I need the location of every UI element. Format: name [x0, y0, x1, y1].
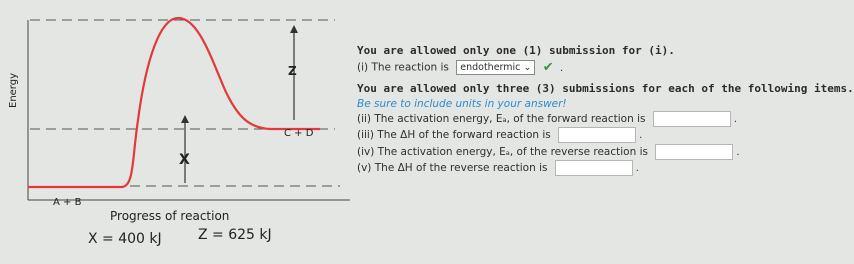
three-submissions-note: You are allowed only three (3) submissions for each of the following items.	[357, 82, 854, 95]
question-2: (ii) The activation energy, Eₐ, of the forward reaction is .	[357, 113, 737, 125]
reaction-curve	[28, 18, 320, 187]
z-label: Z	[288, 64, 297, 78]
question-5: (v) The ΔH of the reverse reaction is .	[357, 162, 639, 174]
question-2-text: (ii) The activation energy, Eₐ, of the forward reaction is	[357, 113, 646, 125]
question-3: (iii) The ΔH of the forward reaction is .	[357, 129, 643, 141]
products-label: C + D	[284, 128, 314, 139]
energy-axis-label: Energy	[8, 72, 19, 108]
question-3-text: (iii) The ΔH of the forward reaction is	[357, 129, 551, 141]
reaction-type-selected: endothermic	[460, 62, 521, 73]
question-5-text: (v) The ΔH of the reverse reaction is	[357, 162, 548, 174]
reactants-label: A + B	[53, 197, 82, 208]
forward-activation-energy-input[interactable]	[653, 111, 731, 127]
question-4-text: (iv) The activation energy, Eₐ, of the reverse reaction is	[357, 146, 648, 158]
energy-diagram	[0, 0, 350, 264]
reaction-type-select[interactable]	[456, 60, 535, 75]
x-label: X	[179, 152, 190, 168]
units-note: Be sure to include units in your answer!	[357, 98, 567, 110]
x-value-text: X = 400 kJ	[88, 231, 162, 247]
checkmark-icon: ✔	[542, 60, 554, 75]
question-1-text: (i) The reaction is	[357, 61, 449, 74]
reverse-delta-h-input[interactable]	[555, 160, 633, 176]
question-1: (i) The reaction is endothermic ⌄ ✔ .	[357, 60, 564, 75]
reverse-activation-energy-input[interactable]	[655, 144, 733, 160]
progress-axis-label: Progress of reaction	[110, 209, 230, 223]
chevron-down-icon: ⌄	[523, 62, 532, 73]
z-value-text: Z = 625 kJ	[198, 227, 272, 243]
question-4: (iv) The activation energy, Eₐ, of the reverse reaction is .	[357, 146, 740, 158]
one-submission-note: You are allowed only one (1) submission for (i).	[357, 44, 675, 57]
forward-delta-h-input[interactable]	[558, 127, 636, 143]
